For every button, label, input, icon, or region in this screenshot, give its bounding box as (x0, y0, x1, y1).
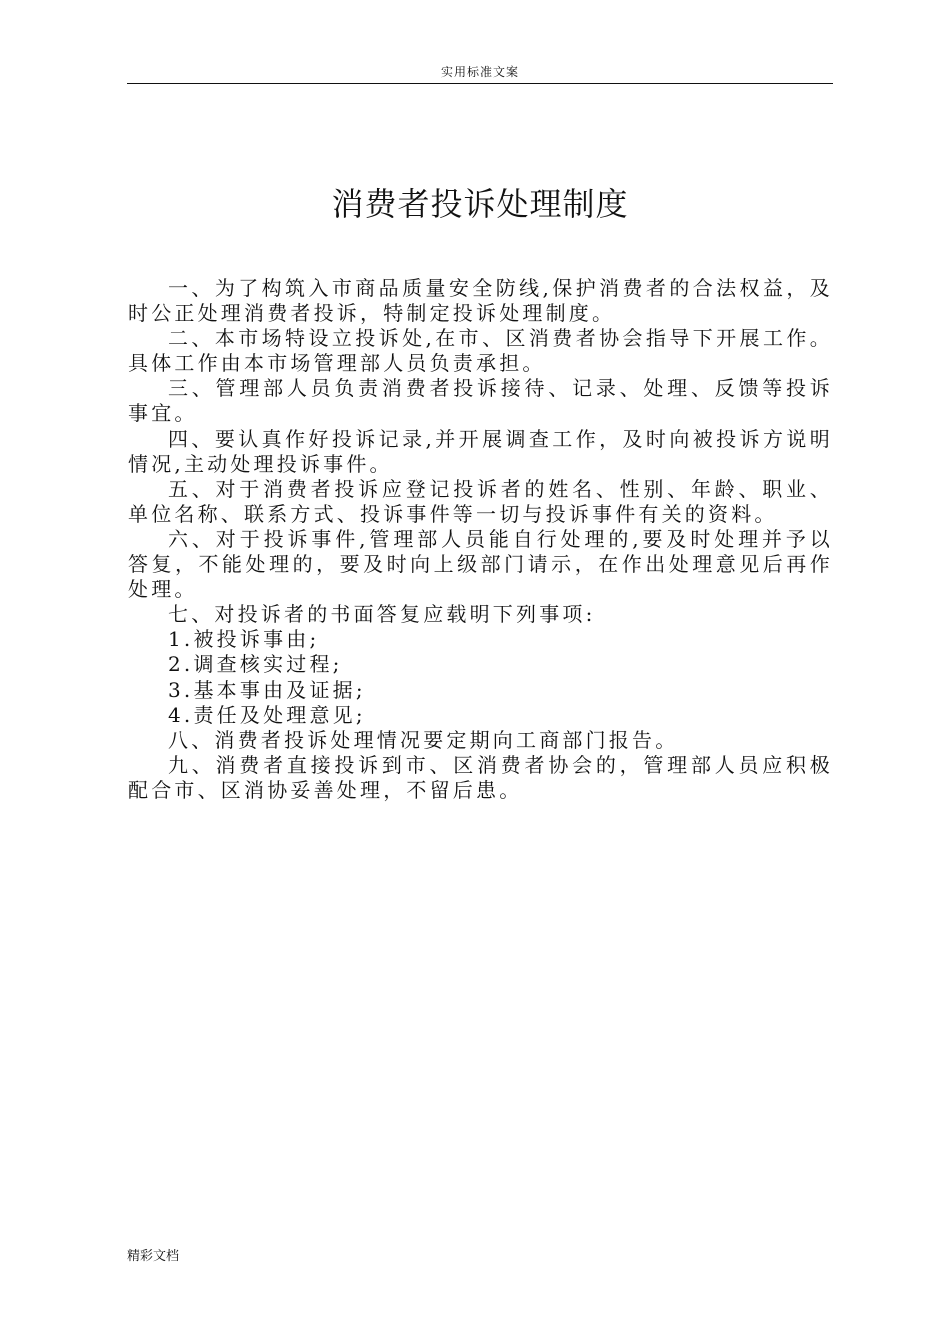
page-footer: 精彩文档 (127, 1249, 180, 1264)
paragraph-clause-9: 九、消费者直接投诉到市、区消费者协会的，管理部人员应积极配合市、区消协妥善处理，不留后患。 (128, 752, 833, 802)
paragraph-clause-8: 八、消费者投诉处理情况要定期向工商部门报告。 (168, 727, 679, 752)
paragraph-clause-5: 五、对于消费者投诉应登记投诉者的姓名、性别、年龄、职业、单位名称、联系方式、投诉事件等一切与投诉事件有关的资料。 (128, 476, 833, 526)
paragraph-clause-4: 四、要认真作好投诉记录,并开展调查工作，及时向被投诉方说明情况,主动处理投诉事件。 (128, 426, 833, 476)
paragraph-clause-6: 六、对于投诉事件,管理部人员能自行处理的,要及时处理并予以答复，不能处理的，要及时向上级部门请示，在作出处理意见后再作处理。 (128, 526, 833, 602)
list-item-2: 2.调查核实过程; (168, 652, 343, 677)
paragraph-clause-1: 一、为了构筑入市商品质量安全防线,保护消费者的合法权益，及时公正处理消费者投诉，特制定投诉处理制度。 (128, 276, 833, 326)
header-rule (127, 83, 833, 84)
paragraph-clause-2: 二、本市场特设立投诉处,在市、区消费者协会指导下开展工作。具体工作由本市场管理部人员负责承担。 (128, 326, 833, 376)
list-item-1: 1.被投诉事由; (168, 627, 320, 652)
list-item-4: 4.责任及处理意见; (168, 702, 366, 727)
document-body (128, 276, 833, 803)
list-item-3: 3.基本事由及证据; (168, 677, 366, 702)
paragraph-clause-7: 七、对投诉者的书面答复应载明下列事项: (168, 602, 596, 627)
page-header: 实用标准文案 (440, 65, 519, 79)
paragraph-clause-3: 三、管理部人员负责消费者投诉接待、记录、处理、反馈等投诉事宜。 (128, 376, 833, 426)
document-title: 消费者投诉处理制度 (331, 185, 629, 223)
